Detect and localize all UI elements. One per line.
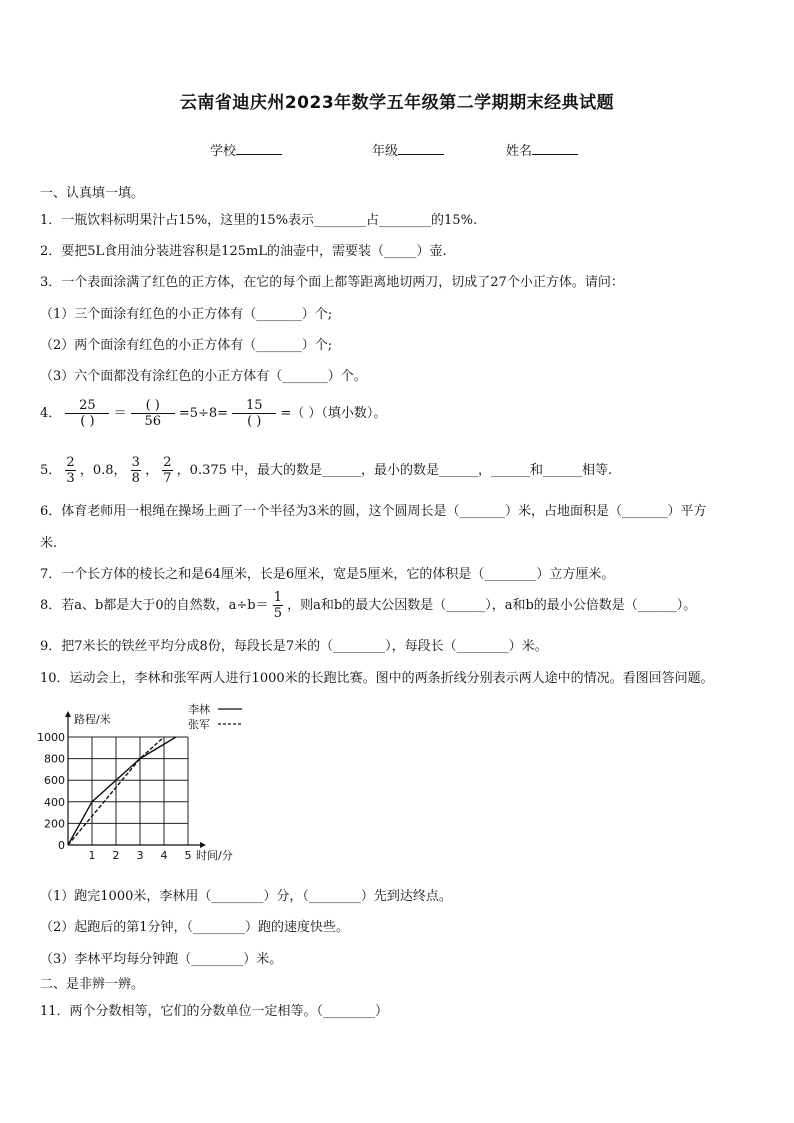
x-tick-label: 4 <box>160 849 168 862</box>
question-3-part-3: （3）六个面都没有涂红色的小正方体有（_______）个。 <box>40 369 367 384</box>
q4-number: 4． <box>40 406 62 421</box>
q4-fraction-2: $\frac{( )}{56}$ <box>131 398 175 429</box>
x-tick-label: 5 <box>184 849 192 862</box>
series-line-1 <box>68 737 176 845</box>
q8-fraction: $\frac{1}{5}$ <box>273 590 283 621</box>
question-3-part-1: （1）三个面涂有红色的小正方体有（_______）个; <box>40 307 333 322</box>
section-1-heading: 一、认真填一填。 <box>40 186 145 201</box>
grade-field <box>372 140 444 159</box>
y-tick-label: 200 <box>44 817 65 831</box>
q4-tail: =（ ）（填小数）。 <box>280 406 387 421</box>
school-field <box>210 140 282 159</box>
y-tick-label: 0 <box>58 839 65 852</box>
name-blank[interactable] <box>532 141 578 155</box>
x-axis-arrow <box>200 842 206 848</box>
question-3: 3．一个表面涂满了红色的正方体，在它的每个面上都等距离地切两刀，切成了27个小正方体。请问： <box>40 275 624 290</box>
y-tick-label: 400 <box>44 795 65 809</box>
question-10-part-1: （1）跑完1000米，李林用（________）分，（________）先到达终点。 <box>40 889 452 904</box>
section-2-heading: 二、是非辨一辨。 <box>40 977 145 992</box>
x-tick-label: 2 <box>112 849 120 862</box>
question-11: 11．两个分数相等，它们的分数单位一定相等。（________） <box>40 1004 389 1019</box>
q5-number: 5． <box>40 463 62 478</box>
y-tick-label: 600 <box>44 774 65 788</box>
school-label: 学校 <box>210 144 237 159</box>
q5-decimal: ，0.8， <box>79 463 127 478</box>
question-1: 1．一瓶饮料标明果汁占15%，这里的15%表示________占________的15%. <box>40 213 478 228</box>
question-5: 5． $\frac{2}{3}$ ，0.8， $\frac{3}{8}$ ， $\frac{2}{7}$ ，0.375 中，最大的数是______，最小的数是______，______和______相等. <box>40 455 613 486</box>
question-4: 4． $\frac{25}{( )}$ ＝ $\frac{( )}{56}$ =5÷8= $\frac{15}{( )}$ =（ ）（填小数）。 <box>40 398 387 429</box>
y-axis-arrow <box>65 711 71 717</box>
question-10-part-2: （2）起跑后的第1分钟，（________）跑的速度快些。 <box>40 920 350 935</box>
q5-fraction-a: $\frac{2}{3}$ <box>66 455 75 486</box>
q8-post: ，则a和b的最大公因数是（______），a和b的最小公倍数是（______）。 <box>287 598 697 613</box>
x-axis-label: 时间/分 <box>196 849 233 862</box>
grade-label: 年级 <box>372 144 399 159</box>
q4-middle: =5÷8= <box>178 406 229 421</box>
legend-label: 张军 <box>188 718 210 731</box>
question-10-part-3: （3）李林平均每分钟跑（________）米。 <box>40 952 283 967</box>
y-axis-label: 路程/米 <box>74 713 111 726</box>
legend-label: 李林 <box>188 703 210 716</box>
y-tick-label: 1000 <box>37 731 65 744</box>
question-6: 6．体育老师用一根绳在操场上画了一个半径为3米的圆，这个圆周长是（_______）米，占地面积是（_______）平方 <box>40 504 707 519</box>
name-label: 姓名 <box>506 144 533 159</box>
question-9: 9．把7米长的铁丝平均分成8份，每段长是7米的（________），每段长（________）米。 <box>40 639 548 654</box>
q5-tail: ，0.375 中，最大的数是______，最小的数是______，______和______相等. <box>176 463 613 478</box>
x-tick-label: 3 <box>136 849 144 862</box>
distance-time-chart <box>36 700 276 868</box>
q5-fraction-c: $\frac{3}{8}$ <box>131 455 140 486</box>
y-tick-label: 800 <box>44 752 65 766</box>
grade-blank[interactable] <box>398 141 444 155</box>
q4-fraction-1: $\frac{25}{( )}$ <box>65 398 109 429</box>
question-3-part-2: （2）两个面涂有红色的小正方体有（_______）个; <box>40 338 333 353</box>
question-8 <box>40 590 696 621</box>
question-7: 7．一个长方体的棱长之和是64厘米，长是6厘米，宽是5厘米，它的体积是（________）立方厘米。 <box>40 567 615 582</box>
question-2: 2．要把5L食用油分装进容积是125mL的油壶中，需要装（_____）壶. <box>40 244 447 259</box>
page-title: 云南省迪庆州2023年数学五年级第二学期期末经典试题 <box>179 93 615 113</box>
question-6-continued: 米. <box>40 536 58 551</box>
question-10: 10．运动会上，李林和张军两人进行1000米的长跑比赛。图中的两条折线分别表示两人途中的情况。看图回答问题。 <box>40 671 714 686</box>
q4-fraction-3: $\frac{15}{( )}$ <box>232 398 276 429</box>
q8-pre: 8．若a、b都是大于0的自然数，a÷b＝ <box>40 598 269 613</box>
q5-fraction-d: $\frac{2}{7}$ <box>163 455 172 486</box>
x-tick-label: 1 <box>88 849 96 862</box>
school-blank[interactable] <box>236 141 282 155</box>
name-field <box>506 140 578 159</box>
